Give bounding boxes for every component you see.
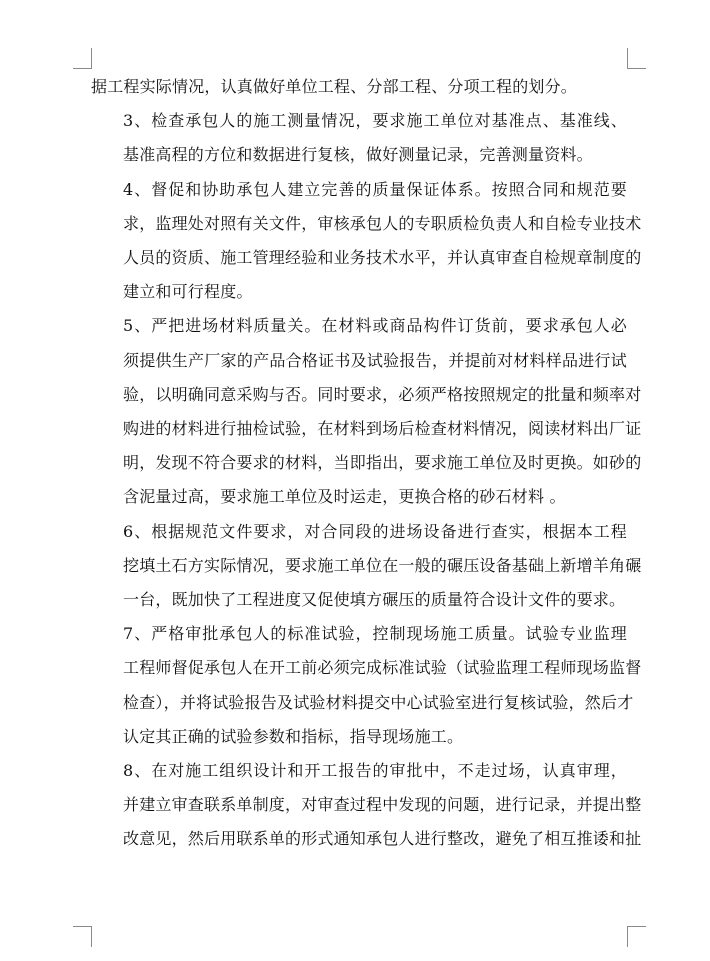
- text-line: 明，发现不符合要求的材料，当即指出，要求施工单位及时更换。如砂的: [123, 453, 642, 473]
- text-line: 检查），并将试验报告及试验材料提交中心试验室进行复核试验，然后才: [123, 692, 634, 712]
- paragraph-3: [91, 104, 627, 172]
- text-line: 6、根据规范文件要求，对合同段的进场设备进行查实，根据本工程: [123, 521, 627, 541]
- text-line: 含泥量过高，要求施工单位及时运走，更换合格的砂石材料 。: [123, 487, 566, 507]
- text-line: 并建立审查联系单制度，对审查过程中发现的问题，进行记录，并提出整: [123, 795, 642, 815]
- crop-mark-bottom-right: [627, 926, 646, 947]
- text-line: 基准高程的方位和数据进行复核，做好测量记录，完善测量资料。: [123, 145, 593, 165]
- text-line: 8、在对施工组织设计和开工报告的审批中，不走过场，认真审理，: [123, 761, 627, 781]
- text-line: 挖填土石方实际情况，要求施工单位在一般的碾压设备基础上新增羊角碾: [123, 555, 642, 575]
- text-line: 工程师督促承包人在开工前必须完成标准试验（试验监理工程师现场监督: [123, 658, 642, 678]
- text-line: 建立和可行程度。: [123, 282, 253, 302]
- crop-mark-top-right: [627, 48, 646, 69]
- text-line: 购进的材料进行抽检试验，在材料到场后检查材料情况，阅读材料出厂证: [123, 419, 642, 439]
- text-line: 4、督促和协助承包人建立完善的质量保证体系。按照合同和规范要: [123, 179, 627, 199]
- paragraph-7: [91, 617, 642, 754]
- text-line: 改意见，然后用联系单的形式通知承包人进行整改，避免了相互推诿和扯: [123, 829, 642, 849]
- text-line: 认定其正确的试验参数和指标，指导现场施工。: [123, 726, 464, 746]
- paragraph-4: [91, 173, 642, 310]
- crop-mark-top-left: [73, 48, 92, 69]
- text-line: 须提供生产厂家的产品合格证书及试验报告，并提前对材料样品进行试: [123, 350, 627, 370]
- text-line: 验，以明确同意采购与否。同时要求，必须严格按照规定的批量和频率对: [123, 384, 642, 404]
- text-line: 一台，既加快了工程进度又促使填方碾压的质量符合设计文件的要求。: [123, 590, 626, 610]
- text-line: 3、检查承包人的施工测量情况，要求施工单位对基准点、基准线、: [123, 111, 627, 131]
- document-body: [91, 70, 642, 857]
- paragraph-continued: [91, 70, 627, 104]
- text-line: 据工程实际情况，认真做好单位工程、分部工程、分项工程的划分。: [91, 77, 578, 96]
- text-line: 7、严格审批承包人的标准试验，控制现场施工质量。试验专业监理: [123, 624, 627, 644]
- paragraph-5: [91, 309, 642, 514]
- text-line: 5、严把进场材料质量关。在材料或商品构件订货前，要求承包人必: [123, 316, 627, 336]
- crop-mark-bottom-left: [73, 926, 92, 947]
- text-line: 人员的资质、施工管理经验和业务技术水平，并认真审查自检规章制度的: [123, 248, 642, 268]
- text-line: 求，监理处对照有关文件，审核承包人的专职质检负责人和自检专业技术: [123, 213, 642, 233]
- paragraph-8: [91, 754, 642, 857]
- paragraph-6: [91, 515, 642, 618]
